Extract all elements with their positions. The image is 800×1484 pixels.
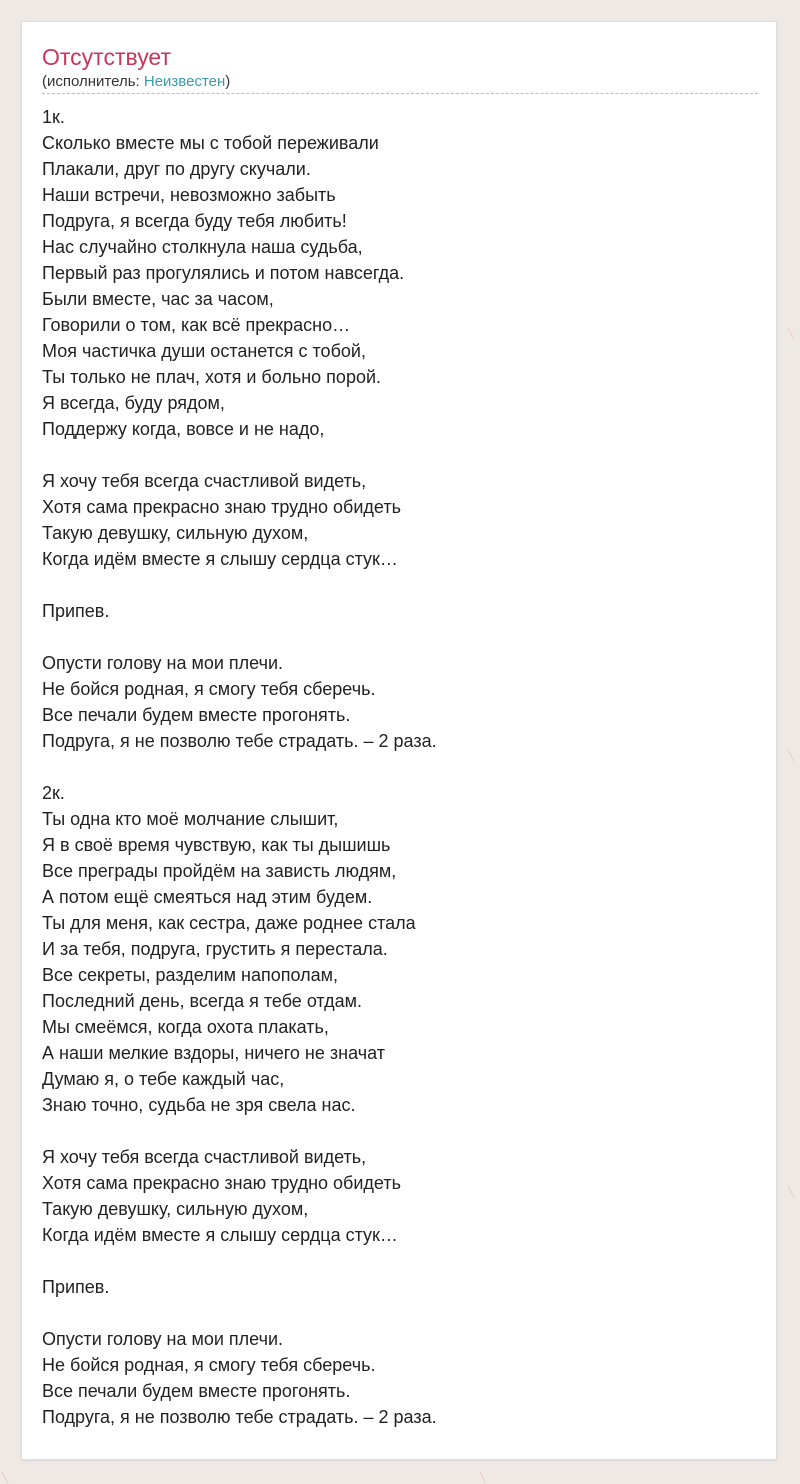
lyric-line: Припев. (42, 601, 110, 621)
lyric-line: Опусти голову на мои плечи. (42, 1329, 284, 1349)
decorative-mark-icon: ╲ (2, 1473, 9, 1484)
lyric-line: Сколько вместе мы с тобой переживали (42, 133, 379, 153)
lyric-line: Думаю я, о тебе каждый час, (42, 1069, 285, 1089)
lyric-line: Припев. (42, 1277, 110, 1297)
lyric-line: Подруга, я всегда буду тебя любить! (42, 211, 347, 231)
lyric-line: Нас случайно столкнула наша судьба, (42, 237, 363, 257)
lyric-line: Все печали будем вместе прогонять. (42, 1381, 351, 1401)
lyric-blank-line (42, 1248, 758, 1274)
lyric-line: Поддержу когда, вовсе и не надо, (42, 419, 325, 439)
lyric-line: Все преграды пройдём на зависть людям, (42, 861, 397, 881)
lyric-line: А наши мелкие вздоры, ничего не значат (42, 1043, 385, 1063)
lyric-line: Подруга, я не позволю тебе страдать. – 2 раза. (42, 731, 437, 751)
decorative-mark-icon: ╲ (788, 751, 795, 762)
lyric-line: Я хочу тебя всегда счастливой видеть, (42, 1147, 367, 1167)
lyric-line: Ты только не плач, хотя и больно порой. (42, 367, 382, 387)
lyric-line: Говорили о том, как всё прекрасно… (42, 315, 351, 335)
lyric-line: Опусти голову на мои плечи. (42, 653, 284, 673)
lyric-line: 2к. (42, 783, 65, 803)
lyric-line: Хотя сама прекрасно знаю трудно обидеть (42, 497, 401, 517)
lyrics-body (42, 104, 758, 1430)
lyric-line: Ты одна кто моё молчание слышит, (42, 809, 339, 829)
lyric-line: Я хочу тебя всегда счастливой видеть, (42, 471, 367, 491)
lyric-line: Все секреты, разделим напополам, (42, 965, 338, 985)
song-header (42, 42, 758, 94)
lyric-line: И за тебя, подруга, грустить я перестала. (42, 939, 388, 959)
lyric-line: Когда идём вместе я слышу сердца стук… (42, 549, 398, 569)
lyric-blank-line (42, 624, 758, 650)
artist-link[interactable]: Неизвестен (143, 73, 226, 90)
lyric-line: Хотя сама прекрасно знаю трудно обидеть (42, 1173, 401, 1193)
lyric-line: Подруга, я не позволю тебе страдать. – 2 раза. (42, 1407, 437, 1427)
lyric-line: Были вместе, час за часом, (42, 289, 274, 309)
lyric-blank-line (42, 572, 758, 598)
lyric-line: Моя частичка души останется с тобой, (42, 341, 366, 361)
lyric-line: Я в своё время чувствую, как ты дышишь (42, 835, 391, 855)
lyric-line: Все печали будем вместе прогонять. (42, 705, 351, 725)
lyric-blank-line (42, 754, 758, 780)
lyric-line: Такую девушку, сильную духом, (42, 523, 309, 543)
lyrics-card (21, 21, 777, 1460)
artist-prefix: (исполнитель: (42, 73, 144, 90)
lyric-line: Ты для меня, как сестра, даже роднее стала (42, 913, 416, 933)
decorative-mark-icon: ╲ (788, 329, 795, 340)
lyric-line: Не бойся родная, я смогу тебя сберечь. (42, 679, 376, 699)
lyric-line: 1к. (42, 107, 65, 127)
decorative-mark-icon: ╲ (788, 1187, 795, 1198)
lyric-line: Не бойся родная, я смогу тебя сберечь. (42, 1355, 376, 1375)
lyric-line: Мы смеёмся, когда охота плакать, (42, 1017, 329, 1037)
lyric-line: А потом ещё смеяться над этим будем. (42, 887, 373, 907)
lyric-line: Когда идём вместе я слышу сердца стук… (42, 1225, 398, 1245)
song-title: Отсутствует (42, 44, 171, 70)
lyric-line: Последний день, всегда я тебе отдам. (42, 991, 362, 1011)
lyric-line: Наши встречи, невозможно забыть (42, 185, 336, 205)
lyric-line: Плакали, друг по другу скучали. (42, 159, 311, 179)
lyric-blank-line (42, 1300, 758, 1326)
lyric-line: Первый раз прогулялись и потом навсегда. (42, 263, 405, 283)
lyric-blank-line (42, 1118, 758, 1144)
lyric-line: Такую девушку, сильную духом, (42, 1199, 309, 1219)
artist-line (42, 73, 230, 91)
decorative-mark-icon: ╲ (480, 1473, 487, 1484)
lyric-blank-line (42, 442, 758, 468)
lyric-line: Я всегда, буду рядом, (42, 393, 225, 413)
lyric-line: Знаю точно, судьба не зря свела нас. (42, 1095, 356, 1115)
artist-suffix: ) (225, 73, 231, 90)
